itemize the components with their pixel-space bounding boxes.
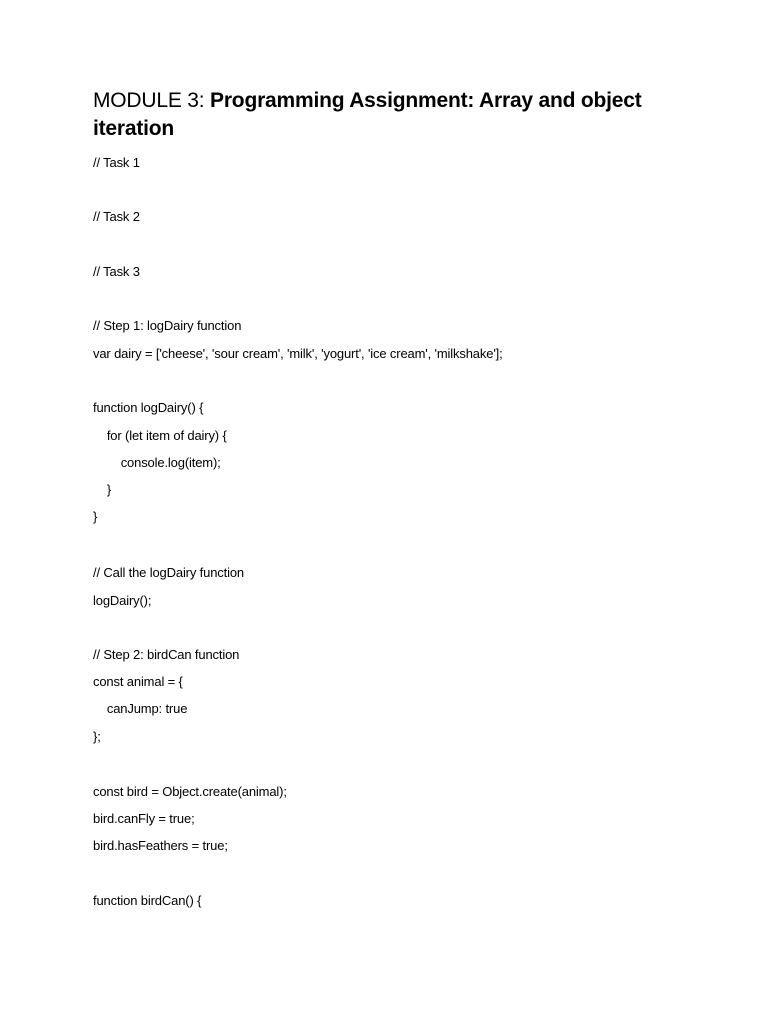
text-line: // Task 2 xyxy=(93,209,140,224)
code-line: } xyxy=(93,509,98,524)
code-line: logDairy(); xyxy=(93,593,152,608)
code-line: for (let item of dairy) { xyxy=(93,428,227,443)
code-line: } xyxy=(93,482,112,497)
title-prefix: MODULE 3: xyxy=(93,89,211,112)
code-line: const animal = { xyxy=(93,674,183,689)
text-line: // Step 1: logDairy function xyxy=(93,318,242,333)
code-line: const bird = Object.create(animal); xyxy=(93,784,287,799)
code-line: canJump: true xyxy=(93,701,188,716)
document-title xyxy=(93,87,683,143)
code-line: bird.canFly = true; xyxy=(93,811,195,826)
title-bold: Programming Assignment: Array and object iteration xyxy=(93,89,642,140)
text-line: // Task 1 xyxy=(93,155,140,170)
text-line: // Task 3 xyxy=(93,264,140,279)
text-line: // Call the logDairy function xyxy=(93,565,245,580)
code-line: var dairy = ['cheese', 'sour cream', 'milk', 'yogurt', 'ice cream', 'milkshake']; xyxy=(93,346,503,361)
code-line: function logDairy() { xyxy=(93,400,204,415)
text-line: // Step 2: birdCan function xyxy=(93,647,240,662)
code-line: bird.hasFeathers = true; xyxy=(93,838,228,853)
code-line: console.log(item); xyxy=(93,455,221,470)
code-line: function birdCan() { xyxy=(93,893,202,908)
code-line: }; xyxy=(93,729,101,744)
